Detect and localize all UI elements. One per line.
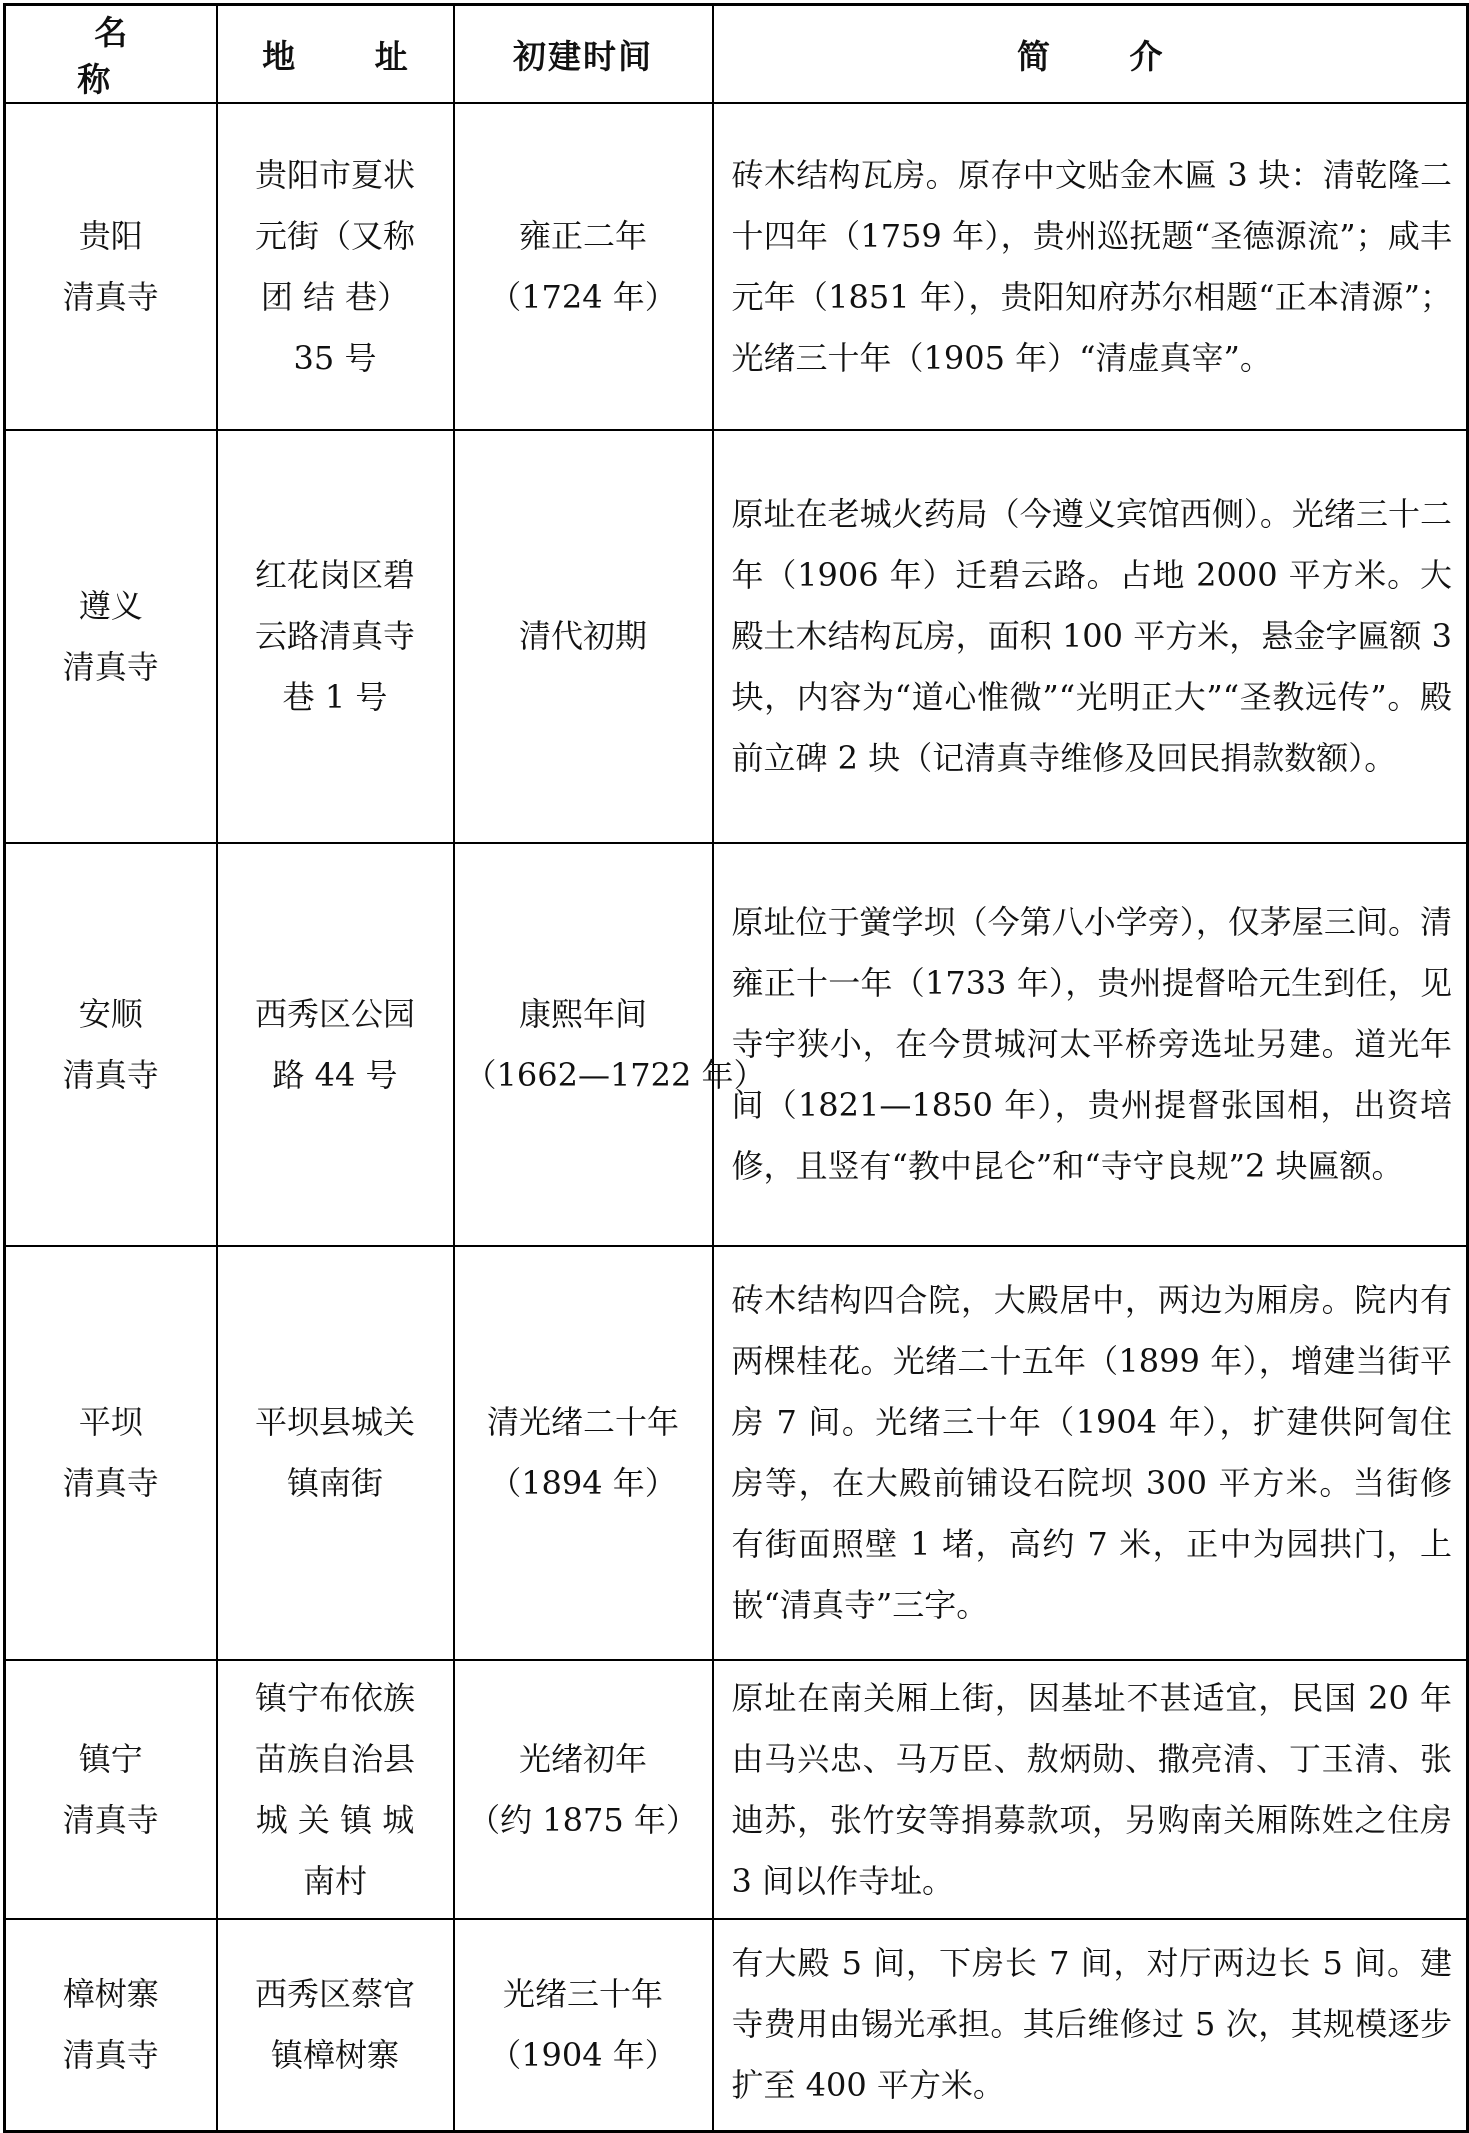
header-row: [5, 5, 1468, 104]
pingba-date: [454, 1246, 713, 1660]
pingba-date-line: 清光绪二十年: [486, 1403, 679, 1441]
anshun-name: [5, 843, 217, 1246]
pingba-address: [217, 1246, 454, 1660]
zunyi-address-line: 红花岗区碧: [254, 556, 415, 594]
anshun-description: 原址位于黉学坝（今第八小学旁），仅茅屋三间。清雍正十一年（1733 年），贵州提督哈元生到任，见寺宇狭小，在今贯城河太平桥旁选址另建。道光年间（1821—1850 年），贵州提督张国相，出资培修，且竖有“教中昆仑”和“寺守良规”2 块匾额。: [713, 843, 1468, 1246]
guiyang-name-line: 贵阳: [78, 216, 143, 255]
anshun-date: [454, 843, 766, 1246]
zunyi-date-line: 清代初期: [518, 617, 647, 655]
zhenning-address: [217, 1660, 454, 1919]
anshun-date-line: 康熙年间: [518, 994, 647, 1033]
guiyang-address-line: 团 结 巷）: [260, 277, 410, 316]
anshun-name-line: 安顺: [78, 994, 143, 1033]
guiyang-address-line: 35 号: [293, 338, 377, 377]
row-zunyi: [5, 430, 1468, 843]
pingba-name-line: 平坝: [78, 1403, 143, 1441]
zhangshuzhai-description: 有大殿 5 间，下房长 7 间，对厅两边长 5 间。建寺费用由锡光承担。其后维修过 5 次，其规模逐步扩至 400 平方米。: [713, 1919, 1468, 2131]
guiyang-date-line: 雍正二年: [518, 216, 647, 255]
zhenning-date-line: 光绪初年: [518, 1739, 647, 1778]
zhenning-name-line: 镇宁: [78, 1739, 143, 1778]
pingba-name: [5, 1246, 217, 1660]
zunyi-address-line: 巷 1 号: [282, 678, 388, 716]
guiyang-address: [217, 103, 454, 430]
anshun-address-line: 西秀区公园: [254, 994, 415, 1033]
zhenning-date: [454, 1660, 713, 1919]
zhenning-address-line: 镇宁布依族: [254, 1678, 415, 1717]
pingba-name-line: 清真寺: [62, 1464, 159, 1502]
guiyang-date: [454, 103, 713, 430]
header-description: 简 介: [713, 5, 1468, 104]
zunyi-address: [217, 430, 454, 843]
pingba-address-line: 镇南街: [286, 1464, 383, 1502]
zunyi-name-line: 遵义: [78, 586, 143, 625]
anshun-address: [217, 843, 454, 1246]
pingba-description: 砖木结构四合院，大殿居中，两边为厢房。院内有两棵桂花。光绪二十五年（1899 年），增建当街平房 7 间。光绪三十年（1904 年），扩建供阿訇住房等，在大殿前铺设石院坝 300 平方米。当街修有街面照壁 1 堵，高约 7 米，正中为园拱门，上嵌“清真寺”三字。: [713, 1246, 1468, 1660]
header-date: 初建时间: [454, 5, 713, 104]
pingba-address-line: 平坝县城关: [254, 1403, 415, 1441]
guiyang-description: 砖木结构瓦房。原存中文贴金木匾 3 块：清乾隆二十四年（1759 年），贵州巡抚题“圣德源流”；咸丰元年（1851 年），贵阳知府苏尔相题“正本清源”；光绪三十年（1905 年）“清虚真宰”。: [713, 103, 1468, 430]
header-name: 名 称: [5, 5, 217, 104]
zhenning-address-line: 苗族自治县: [254, 1739, 415, 1778]
anshun-name-line: 清真寺: [62, 1055, 159, 1094]
zhenning-address-line: 城 关 镇 城: [255, 1800, 415, 1839]
zunyi-date: [454, 430, 713, 843]
zhangshuzhai-date: [454, 1919, 713, 2131]
anshun-address-line: 路 44 号: [272, 1055, 398, 1094]
zhenning-description: 原址在南关厢上街，因基址不甚适宜，民国 20 年由马兴忠、马万臣、敖炳勋、撒亮清、丁玉清、张迪苏，张竹安等捐募款项，另购南关厢陈姓之住房 3 间以作寺址。: [713, 1660, 1468, 1919]
zhenning-date-line: （约 1875 年）: [468, 1800, 698, 1839]
row-guiyang: [5, 103, 1468, 430]
zhenning-name: [5, 1660, 217, 1919]
zunyi-address-line: 云路清真寺: [254, 617, 415, 655]
zhangshuzhai-address: [217, 1919, 454, 2131]
row-pingba: [5, 1246, 1468, 1660]
zhenning-address-line: 南村: [302, 1861, 367, 1900]
header-address: 地 址: [217, 5, 454, 104]
zunyi-name-line: 清真寺: [62, 647, 159, 686]
anshun-date-line: （1662—1722 年）: [464, 1055, 766, 1094]
row-zhangshuzhai: [5, 1919, 1468, 2131]
guiyang-name: [5, 103, 217, 430]
zhangshuzhai-date-line: （1904 年）: [489, 2035, 677, 2074]
mosque-table-container: [3, 3, 1469, 2133]
zhenning-name-line: 清真寺: [62, 1800, 159, 1839]
zhangshuzhai-date-line: 光绪三十年: [502, 1974, 663, 2013]
guiyang-name-line: 清真寺: [62, 277, 159, 316]
zhangshuzhai-name: [5, 1919, 217, 2131]
guiyang-address-line: 贵阳市夏状: [254, 155, 415, 194]
zhangshuzhai-address-line: 镇樟树寨: [270, 2035, 399, 2074]
zunyi-name: [5, 430, 217, 843]
mosque-table: [3, 3, 1469, 2133]
row-anshun: [5, 843, 1468, 1246]
zhangshuzhai-address-line: 西秀区蔡官: [254, 1974, 415, 2013]
zunyi-description: 原址在老城火药局（今遵义宾馆西侧）。光绪三十二年（1906 年）迁碧云路。占地 2000 平方米。大殿土木结构瓦房，面积 100 平方米，悬金字匾额 3 块，内容为“道心惟微”“光明正大”“圣教远传”。殿前立碑 2 块（记清真寺维修及回民捐款数额）。: [713, 430, 1468, 843]
guiyang-date-line: （1724 年）: [489, 277, 677, 316]
guiyang-address-line: 元街（又称: [254, 216, 415, 255]
zhangshuzhai-name-line: 清真寺: [62, 2035, 159, 2074]
zhangshuzhai-name-line: 樟树寨: [62, 1974, 159, 2013]
pingba-date-line: （1894 年）: [489, 1464, 677, 1502]
row-zhenning: [5, 1660, 1468, 1919]
